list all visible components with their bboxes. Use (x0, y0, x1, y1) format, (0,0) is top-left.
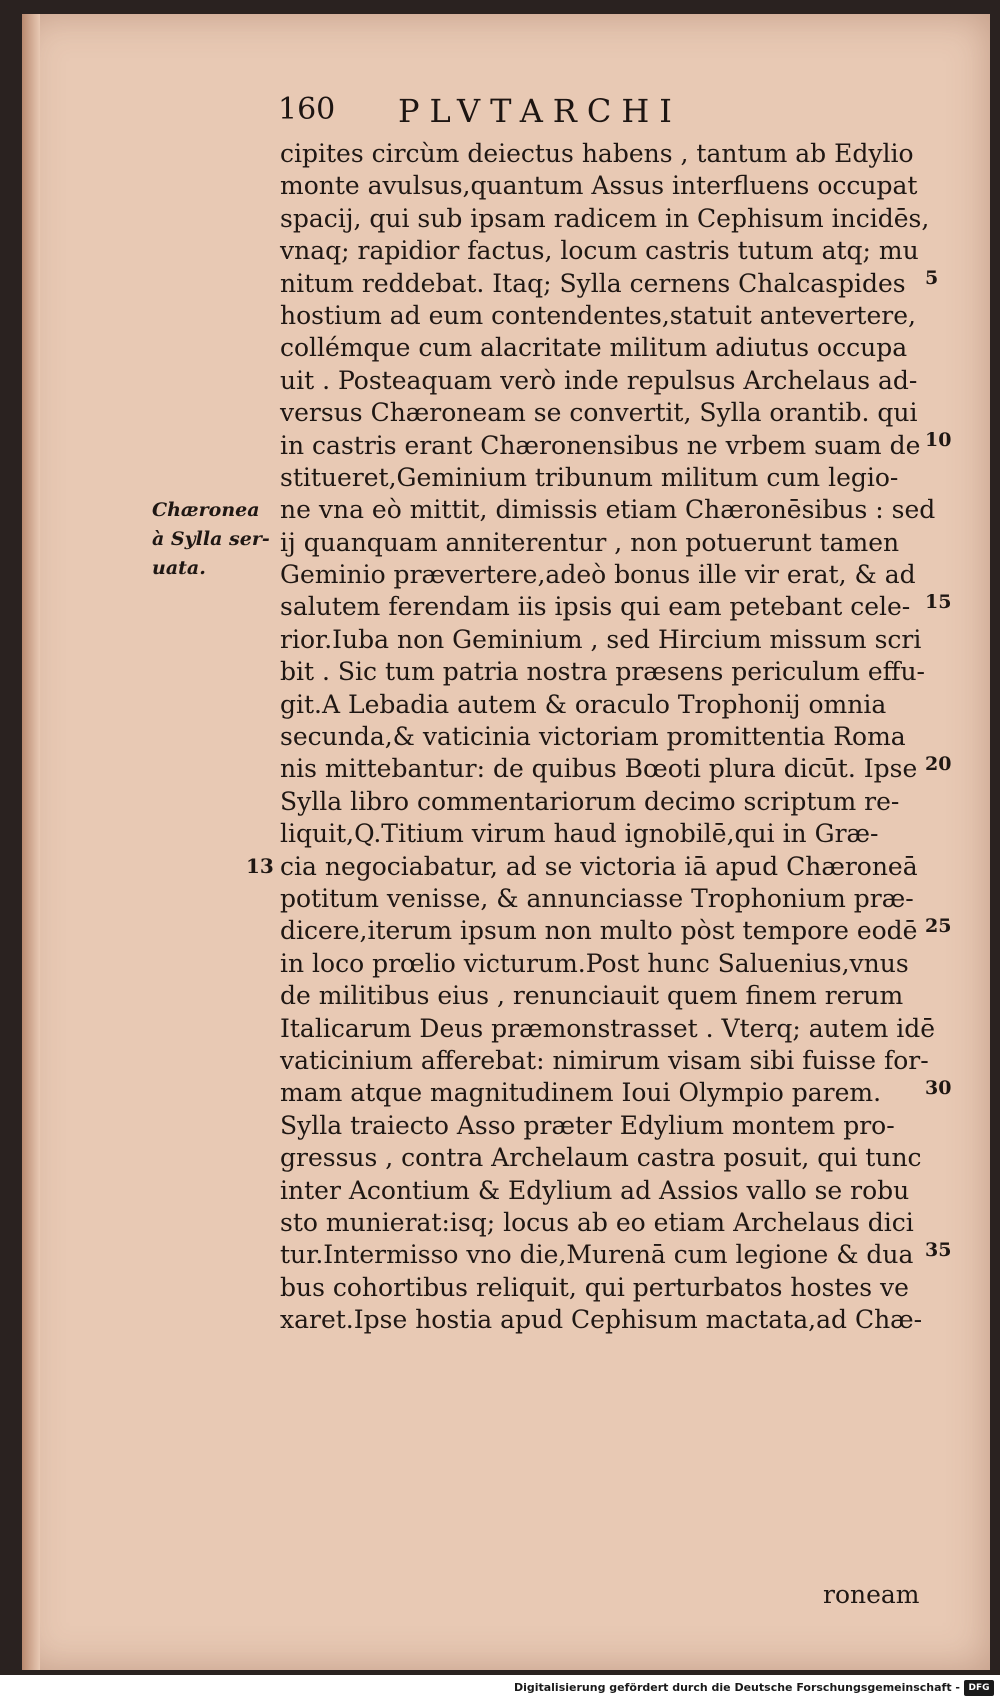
text-line: nis mittebantur: de quibus Bœoti plura dicūt. Ipse (280, 754, 918, 784)
text-line: sto munierat:isq; locus ab eo etiam Archelaus dici (280, 1207, 914, 1237)
text-line: salutem ferendam iis ipsis qui eam petebant cele- (280, 592, 911, 622)
text-line: vnaq; rapidior factus, locum castris tutum atq; mu (280, 236, 919, 266)
text-line: stitueret,Geminium tribunum militum cum legio- (280, 462, 899, 492)
credit-text: Digitalisierung gefördert durch die Deutsche Forschungsgemeinschaft - (513, 1681, 960, 1694)
text-line: collémque cum alacritate militum adiutus occupa (280, 333, 908, 363)
page-gutter (22, 14, 40, 1670)
text-line: uit . Posteaquam verò inde repulsus Archelaus ad- (280, 365, 918, 395)
text-line: Geminio prævertere,adeò bonus ille vir erat, & ad (280, 560, 916, 590)
text-line: vaticinium afferebat: nimirum visam sibi fuisse for- (280, 1045, 929, 1075)
line-number: 10 (925, 429, 952, 451)
text-line: Sylla traiecto Asso præter Edylium montem pro- (280, 1110, 895, 1140)
text-line: ij quanquam anniterentur , non potuerunt tamen (280, 527, 900, 557)
body-text (280, 138, 936, 1336)
credit-bar (0, 1675, 1000, 1703)
text-line: Sylla libro commentariorum decimo scriptum re- (280, 786, 900, 816)
text-line: hostium ad eum contendentes,statuit antevertere, (280, 300, 916, 330)
text-line: liquit,Q.Titium virum haud ignobilē,qui in Græ- (280, 819, 879, 849)
text-line: potitum venisse, & annunciasse Trophonium præ- (280, 883, 914, 913)
text-line: versus Chæroneam se convertit, Sylla orantib. qui (280, 398, 918, 428)
text-line: de militibus eius , renunciauit quem finem rerum (280, 981, 904, 1011)
text-line: mam atque magnitudinem Ioui Olympio parem. (280, 1078, 882, 1108)
text-line: monte avulsus,quantum Assus interfluens occupat (280, 171, 918, 201)
marginal-note (152, 496, 277, 583)
text-line: dicere,iterum ipsum non multo pòst tempore eodē (280, 916, 918, 946)
running-head (250, 92, 780, 132)
text-line: secunda,& vaticinia victoriam promittentia Roma (280, 722, 906, 752)
text-line: bus cohortibus reliquit, qui perturbatos hostes ve (280, 1272, 909, 1302)
line-number: 25 (925, 915, 952, 937)
line-number: 5 (925, 267, 939, 289)
line-number: 15 (925, 591, 952, 613)
left-margin-number: 13 (246, 854, 274, 878)
dfg-logo-icon: DFG (964, 1680, 994, 1696)
text-line: cipites circùm deiectus habens , tantum ab Edylio (280, 139, 914, 168)
text-line: inter Acontium & Edylium ad Assios vallo se robu (280, 1175, 910, 1205)
marginal-note-line: à Sylla ser- (152, 528, 270, 550)
text-line: in castris erant Chæronensibus ne vrbem suam de (280, 430, 921, 460)
text-line: cia negociabatur, ad se victoria iā apud Chæroneā (280, 851, 918, 881)
text-line: rior.Iuba non Geminium , sed Hircium missum scri (280, 624, 922, 654)
text-line: bit . Sic tum patria nostra præsens periculum effu- (280, 657, 925, 687)
text-line: nitum reddebat. Itaq; Sylla cernens Chalcaspides (280, 268, 906, 298)
text-line: Italicarum Deus præmonstrasset . Vterq; autem idē (280, 1013, 936, 1043)
page-number: 160 (278, 92, 336, 127)
text-line: in loco prœlio victurum.Post hunc Saluenius,vnus (280, 948, 909, 978)
text-line: xaret.Ipse hostia apud Cephisum mactata,ad Chæ- (280, 1305, 923, 1335)
running-title: PLVTARCHI (398, 92, 682, 130)
marginal-note-line: uata. (152, 557, 206, 579)
text-line: spacij, qui sub ipsam radicem in Cephisum incidēs, (280, 203, 930, 233)
text-line: git.A Lebadia autem & oraculo Trophonij omnia (280, 689, 887, 719)
text-line: gressus , contra Archelaum castra posuit, qui tunc (280, 1143, 922, 1173)
marginal-note-line: Chæronea (152, 499, 260, 521)
line-number: 35 (925, 1239, 952, 1261)
line-number: 30 (925, 1077, 952, 1099)
line-number: 20 (925, 753, 952, 775)
text-line: ne vna eò mittit, dimissis etiam Chæronēsibus : sed (280, 495, 936, 525)
text-line: tur.Intermisso vno die,Murenā cum legione & dua (280, 1240, 914, 1270)
catchword: roneam (823, 1580, 920, 1609)
